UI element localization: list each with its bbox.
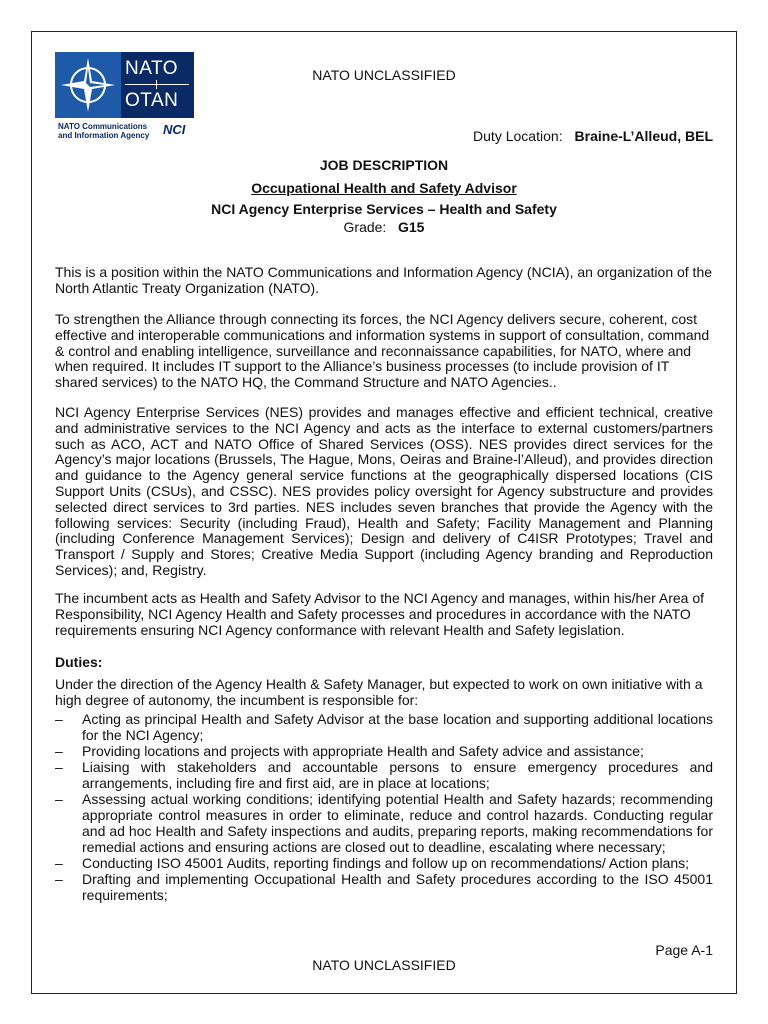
nes-paragraph	[55, 405, 713, 579]
list-item-text: Drafting and implementing Occupational Health and Safety procedures according to the ISO 45001 requirements;	[82, 871, 713, 904]
list-item-text: Providing locations and projects with appropriate Health and Safety advice and assistance;	[82, 743, 644, 760]
list-item	[55, 856, 713, 872]
paragraph-text: This is a position within the NATO Communications and Information Agency (NCIA), an organization of the North Atlantic Treaty Organization (NATO).	[55, 264, 713, 296]
list-item-text: Acting as principal Health and Safety Advisor at the base location and supporting additional locations for the NCI Agency;	[82, 711, 713, 743]
mission-paragraph	[55, 312, 713, 391]
logo-nato-text: NATO	[125, 58, 179, 79]
paragraph-text: The incumbent acts as Health and Safety Advisor to the NCI Agency and manages, within his/her Area of Responsibility, NCI Agency Health and Safety processes and procedures in accordance with the NATO requirements ensuring NCI Agency conformance with relevant Health and Safety legislation.	[55, 590, 705, 638]
duty-location-label: Duty Location:	[473, 128, 563, 144]
logo-otan-text: OTAN	[125, 90, 179, 111]
duty-location-value: Braine-L’Alleud, BEL	[574, 128, 713, 144]
header-classification: NATO UNCLASSIFIED	[312, 67, 456, 83]
list-item	[55, 744, 713, 760]
bullet-dash: –	[55, 791, 63, 808]
grade-label: Grade:	[343, 219, 387, 235]
duties-list	[55, 712, 713, 905]
list-item-text: Conducting ISO 45001 Audits, reporting findings and follow up on recommendations/ Action plans;	[82, 855, 690, 872]
incumbent-paragraph	[55, 591, 713, 638]
position-title: Occupational Health and Safety Advisor	[251, 180, 517, 196]
paragraph-text: NCI Agency Enterprise Services (NES) provides and manages effective and efficient technical, creative and administrative services to the NCI Agency and acts as the interface to external customers/partners such as ACO, ACT and NATO Office of Shared Services (OSS). NES provides direct services for the Agency’s major locations (Brussels, The Hague, Mons, Oeiras and Braine-l’Alleud), and provides direction and guidance to the Agency general service functions at the geographically dispersed locations (CIS Support Units (CSUs), and CSSC). NES provides policy oversight for Agency substructure and provides selected direct services to 3rd parties. NES includes seven branches that provide the Agency with the following services: Security (including Fraud), Health and Safety; Facility Management and Planning (including Conference Management Services); Design and delivery of C4ISR Prototypes; Travel and Transport / Supply and Stores; Creative Media Support (including Agency branding and Reproduction Services); and, Registry.	[55, 404, 713, 578]
bullet-dash: –	[55, 743, 63, 760]
logo-nci-text: NCI	[163, 122, 186, 137]
duties-intro	[55, 677, 713, 709]
unit-title: NCI Agency Enterprise Services – Health and Safety	[211, 201, 557, 217]
nato-star-icon	[55, 52, 121, 118]
job-description-heading: JOB DESCRIPTION	[319, 157, 449, 173]
page-number: Page A-1	[655, 942, 713, 958]
list-item-text: Assessing actual working conditions; identifying potential Health and Safety hazards; recommending appropriate control measures in order to eliminate, reduce and control hazards. Conducting regular and ad hoc Health and Safety inspections and audits, preparing reports, making recommendations for remedial actions and ensuring actions are closed out to deadline, escalating where necessary;	[82, 791, 713, 855]
bullet-dash: –	[55, 871, 63, 888]
logo-divider	[125, 84, 189, 85]
paragraph-text: Under the direction of the Agency Health & Safety Manager, but expected to work on own initiative with a high degree of autonomy, the incumbent is responsible for:	[55, 676, 703, 708]
duty-location	[473, 128, 713, 144]
list-item	[55, 712, 713, 744]
list-item	[55, 792, 713, 855]
list-item	[55, 760, 713, 792]
footer-classification: NATO UNCLASSIFIED	[312, 957, 456, 973]
list-item	[55, 872, 713, 904]
logo-agency-text: NATO Communications and Information Agency	[58, 122, 150, 140]
grade-value: G15	[398, 219, 425, 235]
bullet-dash: –	[55, 759, 63, 776]
duties-heading: Duties:	[55, 654, 103, 670]
nato-logo	[55, 52, 194, 142]
intro-paragraph	[55, 265, 713, 297]
grade-line	[0, 219, 768, 235]
list-item-text: Liaising with stakeholders and accountable persons to ensure emergency procedures and arrangements, including fire and first aid, are in place at locations;	[82, 759, 713, 792]
bullet-dash: –	[55, 711, 63, 727]
paragraph-text: To strengthen the Alliance through connecting its forces, the NCI Agency delivers secure, coherent, cost effective and interoperable communications and information systems in support of consultation, command & control and enabling intelligence, surveillance and reconnaissance capabilities, for NATO, where and when required. It includes IT support to the Alliance’s business processes (to include provision of IT shared services) to the NATO HQ, the Command Structure and NATO Agencies..	[55, 311, 710, 391]
bullet-dash: –	[55, 855, 63, 872]
